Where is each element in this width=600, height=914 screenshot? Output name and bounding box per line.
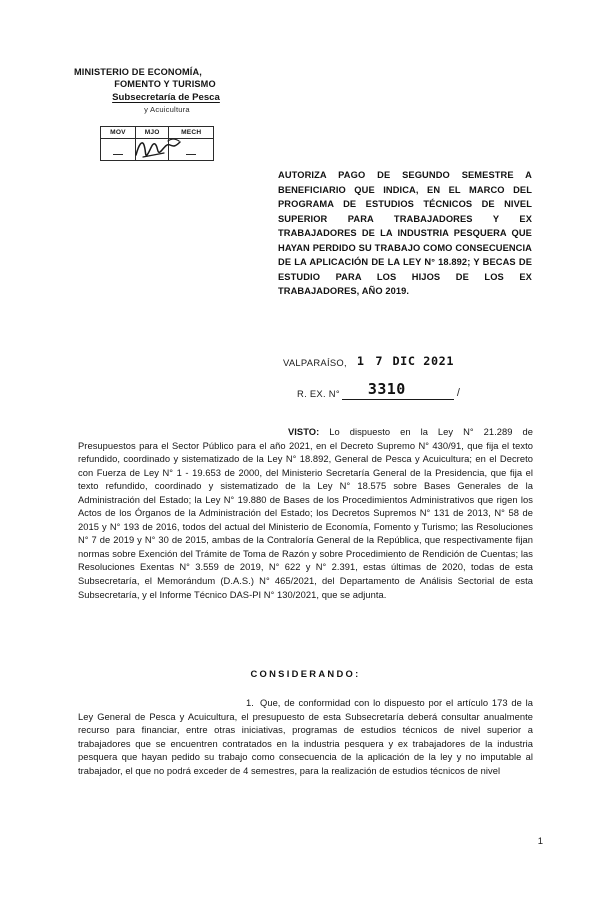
routing-stamp-table (100, 126, 214, 161)
resolution-slash: / (456, 387, 461, 399)
paragraph-number: 1. (246, 698, 254, 708)
page-number: 1 (537, 836, 543, 847)
paragraph-number-lead (78, 697, 260, 711)
visto-paragraph (78, 426, 533, 602)
dash-mark-right (186, 154, 196, 155)
stamp-value-mech (169, 139, 214, 161)
table-header-row (101, 127, 214, 139)
resolution-number-line (297, 380, 461, 400)
resolution-title: AUTORIZA PAGO DE SEGUNDO SEMESTRE A BENEFICIARIO QUE INDICA, EN EL MARCO DEL PROGRAMA DE ESTUDIOS TÉCNICOS DE NIVEL SUPERIOR PARA TRABAJADORES Y EX TRABAJADORES DE LA INDUSTRIA PESQUERA QUE HAYAN PERDIDO SU TRABAJO COMO CONSECUENCIA DE LA APLICACIÓN DE LA LEY N° 18.892; Y BECAS DE ESTUDIO PARA LOS HIJOS DE LOS EX TRABAJADORES, AÑO 2019. (278, 170, 532, 297)
stamp-header-mov: MOV (101, 127, 136, 139)
resolution-number-rule (342, 380, 454, 400)
stamp-value-mjo (135, 139, 168, 161)
considerando-heading: CONSIDERANDO: (250, 668, 361, 679)
ministry-line-1: MINISTERIO DE ECONOMÍA, (74, 67, 202, 77)
ministry-line-2: FOMENTO Y TURISMO (114, 79, 216, 90)
dash-mark-left (113, 154, 123, 155)
subsecretaria-subtitle: y Acuicultura (144, 105, 190, 115)
stamp-header-mech: MECH (169, 127, 214, 139)
subsecretaria-title: Subsecretaría de Pesca (112, 92, 220, 104)
stamp-header-mjo: MJO (135, 127, 168, 139)
place-label: VALPARAÍSO, (283, 357, 347, 368)
visto-body: Lo dispuesto en la Ley N° 21.289 de Presupuestos para el Sector Público para el año 2021, en el Decreto Supremo N° 430/91, que fija el texto refundido, coordinado y sistematizado de la Ley N° 18.892, General de Pesca y Acuicultura; en el Decreto con Fuerza de Ley N° 1 - 19.653 de 2000, del Ministerio Secretaría General de la Presidencia, que fija el texto refundido, coordinado y sistematizado de la Ley N° 18.575 sobre Bases Generales de la Administración del Estado; la Ley N° 19.880 de Bases de los Procedimientos Administrativos que rigen los Actos de los Órganos de la Administración del Estado; los Decretos Supremos N° 131 de 2013, N° 58 de 2015 y N° 193 de 2016, todos del actual del Ministerio de Economía, Fomento y Turismo; las Resoluciones N° 7 de 2019 y N° 30 de 2015, ambas de la Contraloría General de la República, que respectivamente fijan normas sobre Exención del Trámite de Toma de Razón y sobre Procedimiento de Rendición de Cuentas; las Resoluciones Exentas N° 3.559 de 2019, N° 622 y N° 2.391, estas últimas de 2020, todas de esta Subsecretaría, el Memorándum (D.A.S.) N° 465/2021, del Departamento de Análisis Sectorial de esta Subsecretaría, y el Informe Técnico DAS-PI N° 130/2021, que se adjunta. (78, 427, 533, 600)
date-month-year: DIC 2021 (392, 354, 455, 368)
date-day: 1 7 (356, 354, 385, 368)
resolution-number: 3310 (367, 380, 406, 398)
visto-section (78, 426, 533, 602)
table-value-row (101, 139, 214, 161)
date-stamp (357, 354, 454, 368)
letterhead (72, 66, 272, 115)
stamp-value-mov (101, 139, 136, 161)
resolution-label: R. EX. N° (297, 388, 340, 399)
place-date-line (283, 355, 454, 369)
considerando-paragraph-1 (78, 697, 533, 778)
paragraph-one-body: Que, de conformidad con lo dispuesto por el artículo 173 de la Ley General de Pesca y Acuicultura, el presupuesto de esta Subsecretaría deberá consultar anualmente recurso para financiar, entre otras iniciativas, programas de estudios técnicos de nivel superior a trabajadores que se encuentren contratados en la industria pesquera y ex trabajadores de la industria pesquera que hayan pedido su trabajo como consecuencia de la aplicación de la ley y no imputable al trabajador, el que no podrá exceder de 4 semestres, para la realización de estudios técnicos de nivel (78, 698, 533, 776)
visto-heading: VISTO: (288, 427, 320, 437)
